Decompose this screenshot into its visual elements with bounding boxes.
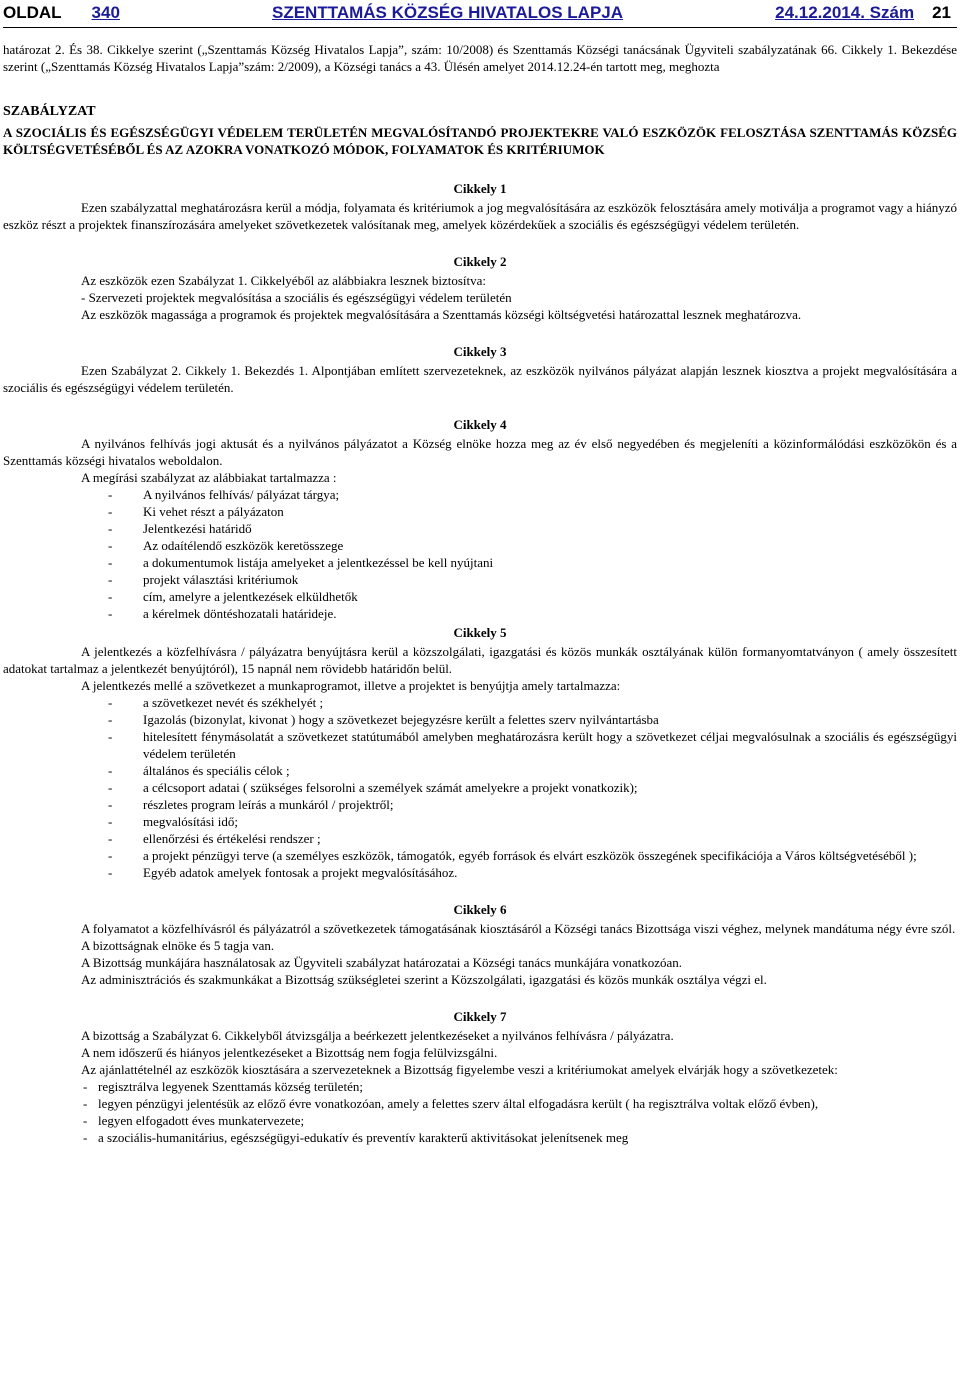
list-item: - a szövetkezet nevét és székhelyét ;: [108, 694, 957, 711]
list-item: - Ki vehet részt a pályázaton: [108, 503, 957, 520]
article-heading: Cikkely 4: [453, 417, 507, 432]
page-label: OLDAL 340: [3, 3, 120, 22]
journal-title: SZENTTAMÁS KÖZSÉG HIVATALOS LAPJA: [272, 3, 624, 22]
article-6: [3, 901, 957, 988]
article-2: [3, 253, 957, 323]
article-paragraph: Az eszközök magassága a programok és projektek megvalósítására a Szenttamás községi költségvetési határozattal lesznek meghatározva.: [81, 307, 802, 322]
list-item: - Igazolás (bizonylat, kivonat ) hogy a szövetkezet bejegyzésre került a felettes szerv nyilvántartásba: [108, 711, 957, 728]
intro-paragraph: határozat 2. És 38. Cikkelye szerint („Szenttamás Község Hivatalos Lapja”, szám: 10/2008) és Szenttamás Községi tanácsának Ügyviteli szabályzatának 66. Cikkely 1. Bekezdése szerint („Szenttamás Község Hivatalos Lapja”szám: 2/2009), a Községi tanács a 43. Ülésén amelyet 2014.12.24-én tartott meg, meghozta: [3, 42, 957, 74]
title-line-1: SZABÁLYZAT: [3, 104, 96, 119]
article-heading: Cikkely 7: [453, 1009, 507, 1024]
list-item: - a projekt pénzügyi terve (a személyes eszközök, támogatók, egyéb források és elvárt eszközök összegének specifikációja a Város költségvetéséből );: [108, 847, 957, 864]
article-4: [3, 416, 957, 622]
list-item: - Az odaítélendő eszközök keretösszege: [108, 537, 957, 554]
list-item: - legyen elfogadott éves munkatervezete;: [85, 1112, 957, 1129]
article-paragraph: A bizottságnak elnöke és 5 tagja van.: [81, 938, 275, 953]
article-paragraph: A nyilvános felhívás jogi aktusát és a nyilvános pályázatot a Község elnöke hozza meg az év első negyedében és megjeleníti a közinformálódási eszközökön és a Szenttamás községi hivatalos weboldalon.: [3, 436, 957, 468]
article-paragraph: Ezen szabályzattal meghatározásra kerül a módja, folyamata és kritériumok a jog megvalósítására az eszközök felosztására amely motiválja a programot vagy a hiányzó eszköz részt a projektek finanszírozására amelyeket szövetkezetek valósítanak meg, amelyek közérdekűek a szociális és egészségügyi védelem területén.: [3, 200, 957, 232]
page-number: 340: [91, 3, 120, 22]
article-paragraph: A folyamatot a közfelhívásról és pályázatról a szövetkezetek támogatásának kiosztásáról a Községi tanács Bizottsága viszi véghez, melynek mandátuma négy évre szól.: [81, 921, 956, 936]
contents-list: [3, 694, 957, 881]
article-heading: Cikkely 3: [453, 344, 507, 359]
list-item: - a dokumentumok listája amelyeket a jelentkezéssel be kell nyújtani: [108, 554, 957, 571]
article-paragraph: Az ajánlattételnél az eszközök kiosztására a szervezeteknek a Bizottság figyelembe veszi a kritériumokat amelyek elvárják hogy a szövetkezetek:: [81, 1062, 838, 1077]
list-item: - hitelesített fénymásolatát a szövetkezet statútumából amelyben meghatározásra került hogy a szövetkezet céljai megvalósulnak a szociális és egészségügyi védelem területén: [108, 728, 957, 762]
regulation-title: [3, 103, 957, 158]
list-item: - regisztrálva legyenek Szenttamás község területén;: [85, 1078, 957, 1095]
list-item: - részletes program leírás a munkáról / projektről;: [108, 796, 957, 813]
article-7: [3, 1008, 957, 1146]
list-item: - A nyilvános felhívás/ pályázat tárgya;: [108, 486, 957, 503]
criteria-list: [3, 1078, 957, 1146]
list-item: - ellenőrzési és értékelési rendszer ;: [108, 830, 957, 847]
list-item: - Jelentkezési határidő: [108, 520, 957, 537]
article-paragraph: A nem időszerű és hiányos jelentkezéseket a Bizottság nem fogja felülvizsgálni.: [81, 1045, 498, 1060]
article-paragraph: Az adminisztrációs és szakmunkákat a Bizottság szükségletei szerint a Közszolgálati, igazgatási és közös munkák osztálya végzi el.: [81, 972, 767, 987]
issue-info: [775, 2, 957, 24]
article-1: [3, 180, 957, 233]
page-header: [3, 0, 957, 28]
article-paragraph: A megírási szabályzat az alábbiakat tartalmazza :: [81, 470, 337, 485]
list-item: - a kérelmek döntéshozatali határideje.: [108, 605, 957, 622]
article-paragraph: Az eszközök ezen Szabályzat 1. Cikkelyéből az alábbiakra lesznek biztosítva:: [81, 273, 486, 288]
article-heading: Cikkely 5: [453, 625, 507, 640]
article-heading: Cikkely 2: [453, 254, 507, 269]
article-paragraph: A jelentkezés mellé a szövetkezet a munkaprogramot, illetve a projektet is benyújtja amely tartalmazza:: [81, 678, 621, 693]
list-item: - megvalósítási idő;: [108, 813, 957, 830]
issue-label: Szám: [869, 3, 915, 22]
article-paragraph: Ezen Szabályzat 2. Cikkely 1. Bekezdés 1. Alpontjában említett szervezeteknek, az eszközök nyilvános pályázat alapján lesznek kiosztva a projekt megvalósítására a szociális és egészségügyi védelem területén.: [3, 363, 957, 395]
issue-number: 21: [932, 3, 951, 22]
list-item: - cím, amelyre a jelentkezések elküldhetők: [108, 588, 957, 605]
article-paragraph: A bizottság a Szabályzat 6. Cikkelyből átvizsgálja a beérkezett jelentkezéseket a nyilvános felhívásra / pályázatra.: [81, 1028, 674, 1043]
list-item: - legyen pénzügyi jelentésük az előző évre vonatkozóan, amely a felettes szerv által elfogadásra került ( ha regisztrálva voltak előző évben),: [85, 1095, 957, 1112]
list-item: - a célcsoport adatai ( szükséges felsorolni a személyek számát amelyekre a projekt vonatkozik);: [108, 779, 957, 796]
article-paragraph: A jelentkezés a közfelhívásra / pályázatra benyújtásra kerül a közszolgálati, igazgatási és közös munkák osztályának külön formanyomtatványon ( amely összesített adatokat tartalmaz a jelentkezét benyújtóról), 15 napnál nem rövidebb határidőn belül.: [3, 644, 957, 676]
contents-list: [3, 486, 957, 622]
list-item: - általános és speciális célok ;: [108, 762, 957, 779]
article-paragraph: - Szervezeti projektek megvalósítása a szociális és egészségügyi védelem területén: [81, 290, 512, 305]
article-heading: Cikkely 6: [453, 902, 507, 917]
article-5: [3, 624, 957, 881]
title-line-2: A SZOCIÁLIS ÉS EGÉSZSÉGÜGYI VÉDELEM TERÜLETÉN MEGVALÓSÍTANDÓ PROJEKTEKRE VALÓ ESZKÖZÖK FELOSZTÁSA SZENTTAMÁS KÖZSÉG KÖLTSÉGVETÉSÉBŐL ÉS AZ AZOKRA VONATKOZÓ MÓDOK, FOLYAMATOK ÉS KRITÉRIUMOK: [3, 125, 957, 157]
article-3: [3, 343, 957, 396]
list-item: - Egyéb adatok amelyek fontosak a projekt megvalósításához.: [108, 864, 957, 881]
issue-date: 24.12.2014.: [775, 3, 865, 22]
list-item: - projekt választási kritériumok: [108, 571, 957, 588]
article-paragraph: A Bizottság munkájára használatosak az Ügyviteli szabályzat határozatai a Községi tanács munkájára vonatkozóan.: [81, 955, 683, 970]
list-item: - a szociális-humanitárius, egészségügyi-edukatív és preventív karakterű aktivitásokat jelenítsenek meg: [85, 1129, 957, 1146]
article-heading: Cikkely 1: [453, 181, 507, 196]
